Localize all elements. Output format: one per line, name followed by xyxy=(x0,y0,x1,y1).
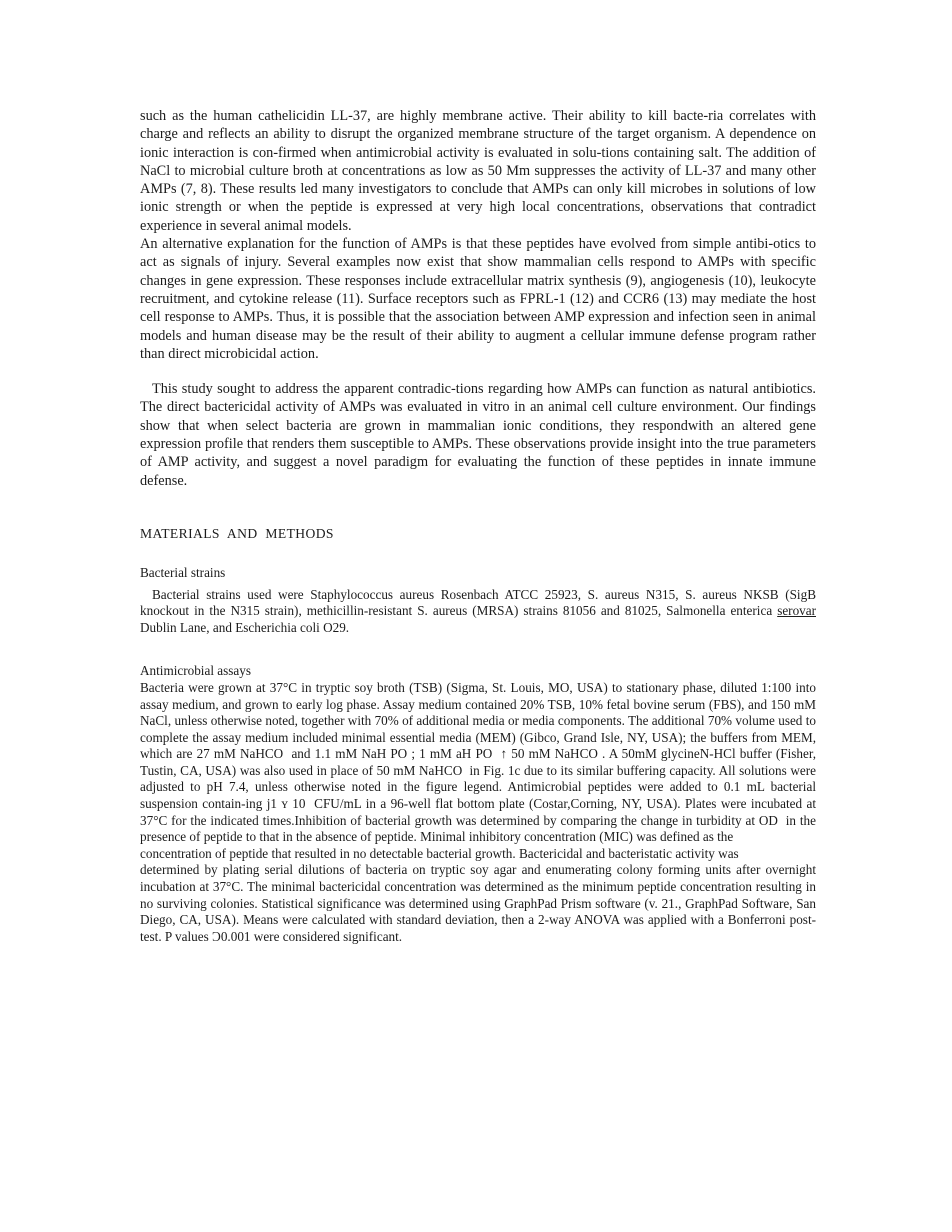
antimicrobial-assays-heading: Antimicrobial assays xyxy=(140,663,251,679)
strains-text-post: Dublin Lane, and Escherichia coli O29. xyxy=(140,619,350,635)
assays-segment-3: determined by plating serial dilutions of bacteria on tryptic soy agar and enumerating colony forming units after overnight incubation at 37°C. The minimal bactericidal concentration was determined as the minimum peptide concentration resulting in no surviving colonies. Statistical significance was determined using GraphPad Prism software (v. 21., GraphPad Software, San Diego, CA, USA). Means were calculated with standard deviation, then a 2-way ANOVA was applied with a Bonferroni post-test. P values Ɔ0.001 were considered significant. xyxy=(140,862,816,944)
bacterial-strains-heading: Bacterial strains xyxy=(140,564,226,580)
strains-text-pre: Bacterial strains used were Staphylococcus aureus Rosenbach ATCC 25923, S. aureus N315, S. aureus NKSB (SigB knockout in the N315 strain), methicillin-resistant S. aureus (MRSA) strains 81056 and 81025, Salmonella enterica xyxy=(140,586,816,619)
bacterial-strains-paragraph xyxy=(140,587,816,637)
underlined-term: serovar xyxy=(777,603,816,619)
antimicrobial-assays-paragraph xyxy=(140,680,816,946)
intro-paragraph-1: such as the human cathelicidin LL-37, are highly membrane active. Their ability to kill bacte-ria correlates with charge and reflects an ability to disrupt the organized membrane structure of the target organism. A dependence on ionic interaction is con-firmed when antimicrobial activity is evaluated in solu-tions containing salt. The addition of NaCl to microbial culture broth at concentrations as low as 50 Mm suppresses the activity of LL-37 and many other AMPs (7, 8). These results led many investigators to conclude that AMPs can only kill microbes in solutions of low ionic strength or when the peptide is expressed at very high local concentrations, observations that contradict experience in several animal models. xyxy=(140,108,816,234)
text-column xyxy=(140,107,816,945)
intro-paragraph-2: An alternative explanation for the function of AMPs is that these peptides have evolved from simple antibi-otics to act as signals of injury. Several examples now exist that show mammalian cells respond to AMPs with specific changes in gene expression. These responses include extracellular matrix synthesis (9), angiogenesis (10), leukocyte recruitment, and cytokine release (11). Surface receptors such as FPRL-1 (12) and CCR6 (13) may mediate the host cell response to AMPs. Thus, it is possible that the association between AMP expression and infection seen in animal models and human disease may be the result of their ability to augment a cellular immune defense program rather than direct microbicidal action. xyxy=(140,236,816,362)
introduction-section xyxy=(140,107,816,490)
assays-segment-1: Bacteria were grown at 37°C in tryptic soy broth (TSB) (Sigma, St. Louis, MO, USA) to stationary phase, diluted 1:100 into assay medium, and grown to early log phase. Assay medium contained 20% TSB, 10% fetal bovine serum (FBS), and 150 mM NaCl, unless otherwise noted, together with 70% of additional media or media components. The additional 70% volume used to complete the assay medium included minimal essential media (MEM) (Gibco, Grand Isle, NY, USA); the buffers from MEM, which are 27 mM NaHCO and 1.1 mM NaH PO ; 1 mM aH PO ↑ 50 mM NaHCO . A 50mM glycineN-HCl buffer (Fisher, Tustin, CA, USA) was also used in place of 50 mM NaHCO in Fig. 1c due to its similar buffering capacity. All solutions were adjusted to pH 7.4, unless otherwise noted in the figure legend. Antimicrobial peptides were added to 0.1 mL bacterial suspension contain-ing j1 ʏ 10 CFU/mL in a 96-well flat bottom plate (Costar,Corning, NY, USA). Plates were incubated at 37°C for the indicated times.Inhibition of bacterial growth was determined by comparing the change in turbidity at OD in the presence of peptide to that in the absence of peptide. Minimal inhibitory concentration (MIC) was defined as the xyxy=(140,679,816,845)
intro-paragraph-3: This study sought to address the apparent contradic-tions regarding how AMPs can function as natural antibiotics. The direct bactericidal activity of AMPs was evaluated in vitro in an animal cell culture environment. Our findings show that when select bacteria are grown in mammalian ionic conditions, they respondwith an altered gene expression profile that renders them susceptible to AMPs. These observations provide insight into the true parameters of AMP activity, and suggest a novel paradigm for evaluating the function of these peptides in innate immune defense. xyxy=(140,381,816,489)
assays-segment-2: concentration of peptide that resulted in no detectable bacterial growth. Bactericidal and bacteristatic activity was xyxy=(140,845,739,861)
materials-and-methods-heading: MATERIALS AND METHODS xyxy=(140,525,334,541)
